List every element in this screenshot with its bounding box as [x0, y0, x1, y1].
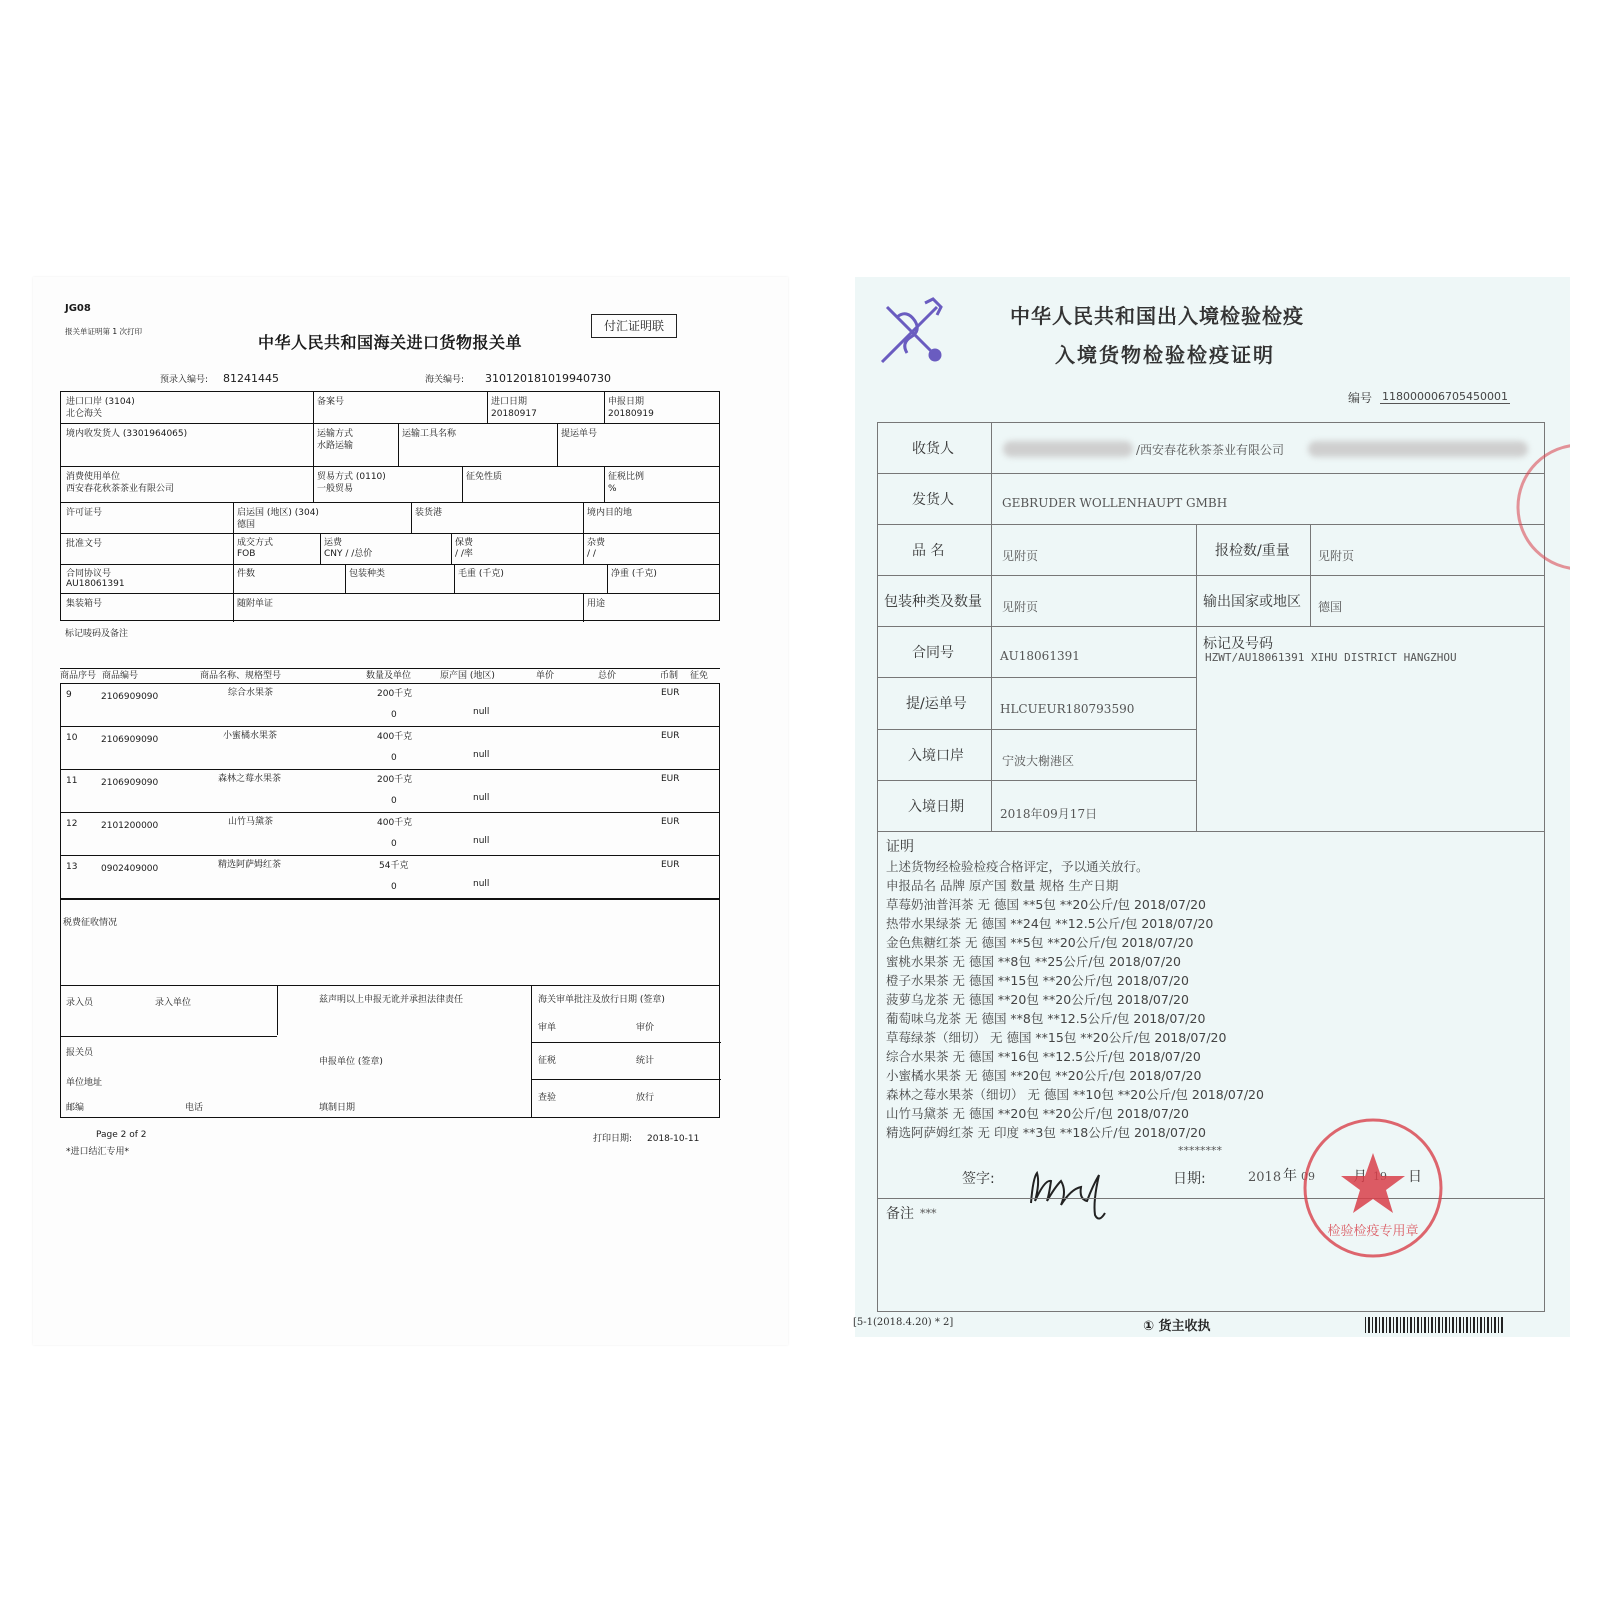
customs-number-label: 海关编号: [425, 375, 465, 385]
customs-approval-label: 海关审单批注及放行日期 (签章) [538, 995, 665, 1005]
net-weight-label: 净重 (千克) [611, 569, 657, 579]
redacted-area [1003, 441, 1133, 457]
consignee-code-label: 境内收发货人 (3301964065) [66, 429, 188, 439]
goods-origin: null [473, 750, 490, 760]
table-row [61, 770, 719, 813]
customs-number: 310120181019940730 [485, 372, 611, 385]
row-consignee [878, 423, 1544, 474]
goods-seq: 12 [66, 819, 78, 829]
statistics-label: 统计 [636, 1056, 655, 1066]
postcode-label: 邮编 [66, 1103, 85, 1113]
marks-label: 标记唛码及备注 [65, 629, 129, 639]
row-product [878, 525, 1544, 576]
declare-date-label: 申报日期 [608, 397, 645, 407]
bl-number-label: 提运单号 [561, 429, 598, 439]
goods-code: 2106909090 [101, 735, 159, 745]
package-value: 见附页 [1002, 600, 1039, 614]
cert-statement: 上述货物经检验检疫合格评定，予以通关放行。 [886, 859, 1149, 874]
container-label: 集装箱号 [66, 599, 103, 609]
destination-label: 境内目的地 [587, 508, 633, 518]
origin-country-label: 启运国 (地区) (304) [237, 508, 319, 518]
signoff-section [60, 986, 720, 1118]
goods-header-seq: 商品序号 [60, 671, 97, 681]
sign-year: 2018 [1248, 1170, 1282, 1185]
declare-date-value: 20180919 [608, 409, 654, 419]
stars-line: ******** [1178, 1144, 1222, 1157]
entry-date-label: 入境日期 [908, 799, 964, 815]
list-item: 热带水果绿茶 无 德国 **24包 **12.5公斤/包 2018/07/20 [886, 916, 1214, 931]
list-item: 金色焦糖红茶 无 德国 **5包 **20公斤/包 2018/07/20 [886, 935, 1194, 950]
goods-origin: null [473, 793, 490, 803]
freight-value: CNY / /总价 [324, 549, 373, 559]
price-review-label: 审价 [636, 1023, 655, 1033]
export-country-label: 输出国家或地区 [1203, 594, 1301, 610]
list-item: 草莓奶油普洱茶 无 德国 **5包 **20公斤/包 2018/07/20 [886, 897, 1206, 912]
goods-origin: null [473, 879, 490, 889]
unit-address-label: 单位地址 [66, 1078, 103, 1088]
goods-qty-secondary: 0 [391, 839, 397, 849]
inspection-label: 查验 [538, 1093, 557, 1103]
goods-header-row [60, 671, 720, 683]
list-item: 蜜桃水果茶 无 德国 **8包 **25公斤/包 2018/07/20 [886, 954, 1181, 969]
port-value: 宁波大榭港区 [1002, 754, 1075, 768]
goods-name: 综合水果茶 [228, 688, 274, 698]
goods-header-origin: 原产国 (地区) [440, 671, 495, 681]
goods-list [60, 683, 720, 898]
cert-number-label: 编号 [1348, 391, 1373, 405]
caduceus-emblem-icon [877, 297, 947, 367]
product-value: 见附页 [1002, 549, 1039, 563]
table-row [61, 727, 719, 770]
contract-value: AU18061391 [1000, 649, 1080, 663]
quantity-label: 报检数/重量 [1215, 543, 1290, 559]
redacted-area [1308, 441, 1528, 457]
goods-header-name: 商品名称、规格型号 [200, 671, 282, 681]
goods-seq: 9 [66, 690, 72, 700]
day-char: 日 [1408, 1169, 1422, 1185]
goods-top-rule [60, 668, 720, 669]
goods-name: 森林之莓水果茶 [218, 774, 282, 784]
goods-currency: EUR [661, 817, 680, 827]
marks-label: 标记及号码 [1203, 636, 1273, 652]
seal-text: 检验检疫专用章 [1327, 1224, 1419, 1239]
gross-weight-label: 毛重 (千克) [458, 569, 504, 579]
phone-label: 电话 [185, 1103, 204, 1113]
trade-mode-label: 贸易方式 (0110) [317, 472, 386, 482]
goods-code: 0902409000 [101, 864, 159, 874]
pieces-label: 件数 [237, 569, 256, 579]
remarks-label: 备注 [886, 1206, 914, 1222]
contract-value: AU18061391 [66, 579, 125, 589]
import-date-value: 20180917 [491, 409, 537, 419]
tax-nature-label: 征免性质 [466, 472, 503, 482]
signature-label: 签字: [962, 1171, 995, 1187]
goods-currency: EUR [661, 774, 680, 784]
transport-mode-value: 水路运输 [317, 441, 354, 451]
goods-qty: 400千克 [377, 732, 413, 742]
pre-entry-number: 81241445 [223, 372, 279, 385]
tax-section-label: 税费征收情况 [63, 918, 118, 928]
header-fields-table [60, 391, 720, 621]
goods-qty-secondary: 0 [391, 882, 397, 892]
partial-seal-icon [1510, 437, 1570, 577]
consignee-label: 收货人 [912, 441, 954, 457]
official-seal-icon [1298, 1113, 1448, 1263]
record-no-label: 备案号 [317, 397, 345, 407]
documents-label: 随附单证 [237, 599, 274, 609]
consignor-label: 发货人 [912, 492, 954, 508]
transport-mode-label: 运输方式 [317, 429, 354, 439]
page-indicator: Page 2 of 2 [96, 1130, 147, 1140]
goods-qty: 400千克 [377, 818, 413, 828]
origin-country-value: 德国 [237, 520, 256, 530]
misc-fee-value: / / [587, 549, 596, 559]
port-label: 入境口岸 [908, 748, 964, 764]
fill-date-label: 填制日期 [319, 1103, 356, 1113]
loading-port-label: 装货港 [415, 508, 443, 518]
entry-clerk-label: 录入员 [66, 998, 94, 1008]
list-item: 葡萄味乌龙茶 无 德国 **8包 **12.5公斤/包 2018/07/20 [886, 1011, 1206, 1026]
customs-declaration-page [33, 277, 788, 1345]
license-label: 许可证号 [66, 508, 103, 518]
tax-ratio-label: 征税比例 [608, 472, 645, 482]
row-entry-date [878, 781, 1544, 832]
entry-date-value: 2018年09月17日 [1000, 807, 1098, 821]
product-label: 品 名 [912, 543, 945, 559]
marks-value: HZWT/AU18061391 XIHU DISTRICT HANGZHOU [1205, 651, 1457, 664]
goods-currency: EUR [661, 860, 680, 870]
handwritten-signature-icon [1023, 1153, 1153, 1223]
goods-header-currency: 币制 [660, 671, 679, 681]
goods-qty-secondary: 0 [391, 753, 397, 763]
declaration-statement: 兹声明以上申报无讹并承担法律责任 [319, 995, 464, 1005]
trade-mode-value: 一般贸易 [317, 484, 354, 494]
tax-ratio-value: % [608, 484, 617, 494]
deal-mode-label: 成交方式 [237, 538, 274, 548]
goods-qty-secondary: 0 [391, 710, 397, 720]
approval-label: 批准文号 [66, 539, 103, 549]
use-label: 用途 [587, 599, 606, 609]
goods-code: 2106909090 [101, 778, 159, 788]
cert-label: 证明 [886, 839, 914, 855]
copy-label: ① 货主收执 [1143, 1319, 1211, 1334]
goods-header-code: 商品编号 [102, 671, 139, 681]
consignor-value: GEBRUDER WOLLENHAUPT GMBH [1002, 496, 1228, 510]
remarks-value: *** [920, 1207, 937, 1220]
form-code: JG08 [65, 303, 91, 314]
certificate-table [877, 422, 1545, 1312]
misc-fee-label: 杂费 [587, 538, 606, 548]
certificate-title-1: 中华人民共和国出入境检验检疫 [1010, 304, 1304, 328]
consignee-value: /西安春花秋茶茶业有限公司 [1136, 443, 1285, 457]
contract-label: 合同协议号 [66, 569, 112, 579]
row-contract [878, 627, 1196, 678]
pre-entry-label: 预录入编号: [160, 375, 209, 385]
goods-header-unit-price: 单价 [536, 671, 555, 681]
inspection-certificate-page [855, 277, 1570, 1337]
consumer-value: 西安春花秋茶茶业有限公司 [66, 484, 175, 494]
row-consignor [878, 474, 1544, 525]
tax-section [60, 898, 720, 986]
goods-seq: 10 [66, 733, 78, 743]
goods-header-qty: 数量及单位 [366, 671, 412, 681]
goods-header-total: 总价 [598, 671, 617, 681]
table-row [61, 684, 719, 727]
row-bl [878, 678, 1196, 730]
list-item: 草莓绿茶（细切） 无 德国 **15包 **20公斤/包 2018/07/20 [886, 1030, 1227, 1045]
date-sign-label: 日期: [1173, 1171, 1206, 1187]
insurance-label: 保费 [455, 538, 474, 548]
list-item: 综合水果茶 无 德国 **16包 **12.5公斤/包 2018/07/20 [886, 1049, 1201, 1064]
goods-qty: 200千克 [377, 689, 413, 699]
declarant-label: 报关员 [66, 1048, 94, 1058]
goods-name: 山竹马黛茶 [228, 817, 274, 827]
form-code: [5-1(2018.4.20) * 2] [853, 1317, 954, 1328]
freight-label: 运费 [324, 538, 343, 548]
list-item: 小蜜橘水果茶 无 德国 **20包 **20公斤/包 2018/07/20 [886, 1068, 1202, 1083]
exchange-stamp-box: 付汇证明联 [591, 314, 677, 338]
contract-label: 合同号 [912, 645, 954, 661]
goods-code: 2101200000 [101, 821, 159, 831]
footer-note: *进口结汇专用* [66, 1147, 130, 1157]
package-type-label: 包装种类 [349, 569, 386, 579]
package-label: 包装种类及数量 [884, 594, 982, 610]
document-title: 中华人民共和国海关进口货物报关单 [258, 333, 523, 352]
import-port-label: 进口口岸 (3104) [66, 397, 135, 407]
print-date-value: 2018-10-11 [647, 1134, 700, 1144]
print-count: 报关单证明第 1 次打印 [65, 327, 143, 336]
quantity-value: 见附页 [1318, 549, 1355, 563]
declare-unit-label: 申报单位 (签章) [319, 1057, 383, 1067]
certificate-title-2: 入境货物检验检疫证明 [1055, 343, 1275, 367]
row-port [878, 730, 1196, 781]
goods-list [886, 895, 1264, 1142]
list-item: 山竹马黛茶 无 德国 **20包 **20公斤/包 2018/07/20 [886, 1106, 1189, 1121]
consumer-label: 消费使用单位 [66, 472, 121, 482]
goods-origin: null [473, 836, 490, 846]
goods-name: 小蜜橘水果茶 [223, 731, 278, 741]
bl-label: 提/运单号 [906, 696, 967, 712]
goods-header-exemption: 征免 [690, 671, 709, 681]
goods-origin: null [473, 707, 490, 717]
row-package [878, 576, 1544, 627]
list-item: 森林之莓水果茶（细切） 无 德国 **10包 **20公斤/包 2018/07/20 [886, 1087, 1264, 1102]
table-row [61, 856, 719, 899]
entry-unit-label: 录入单位 [155, 998, 192, 1008]
insurance-value: / /率 [455, 549, 473, 559]
goods-qty-secondary: 0 [391, 796, 397, 806]
bl-value: HLCUEUR180793590 [1000, 702, 1135, 716]
year-char: 年 [1283, 1168, 1297, 1184]
tax-levy-label: 征税 [538, 1056, 557, 1066]
release-label: 放行 [636, 1093, 655, 1103]
import-port-value: 北仑海关 [66, 409, 103, 419]
sign-month: 09 [1301, 1170, 1315, 1183]
goods-currency: EUR [661, 731, 680, 741]
table-row [61, 813, 719, 856]
vehicle-label: 运输工具名称 [402, 429, 457, 439]
print-date-label: 打印日期: [593, 1134, 633, 1144]
review-label: 审单 [538, 1023, 557, 1033]
list-item: 橙子水果茶 无 德国 **15包 **20公斤/包 2018/07/20 [886, 973, 1189, 988]
goods-seq: 11 [66, 776, 78, 786]
goods-code: 2106909090 [101, 692, 159, 702]
export-country-value: 德国 [1318, 600, 1343, 614]
cert-number-value: 118000006705450001 [1382, 390, 1508, 403]
import-date-label: 进口日期 [491, 397, 528, 407]
list-item: 菠萝乌龙茶 无 德国 **20包 **20公斤/包 2018/07/20 [886, 992, 1189, 1007]
barcode [1365, 1317, 1505, 1333]
goods-qty: 200千克 [377, 775, 413, 785]
deal-mode-value: FOB [237, 549, 256, 559]
goods-header: 申报品名 品牌 原产国 数量 规格 生产日期 [886, 878, 1119, 893]
goods-name: 精选阿萨姆红茶 [218, 860, 282, 870]
list-item: 精选阿萨姆红茶 无 印度 **3包 **18公斤/包 2018/07/20 [886, 1125, 1206, 1140]
goods-seq: 13 [66, 862, 78, 872]
goods-currency: EUR [661, 688, 680, 698]
goods-qty: 54千克 [379, 861, 409, 871]
